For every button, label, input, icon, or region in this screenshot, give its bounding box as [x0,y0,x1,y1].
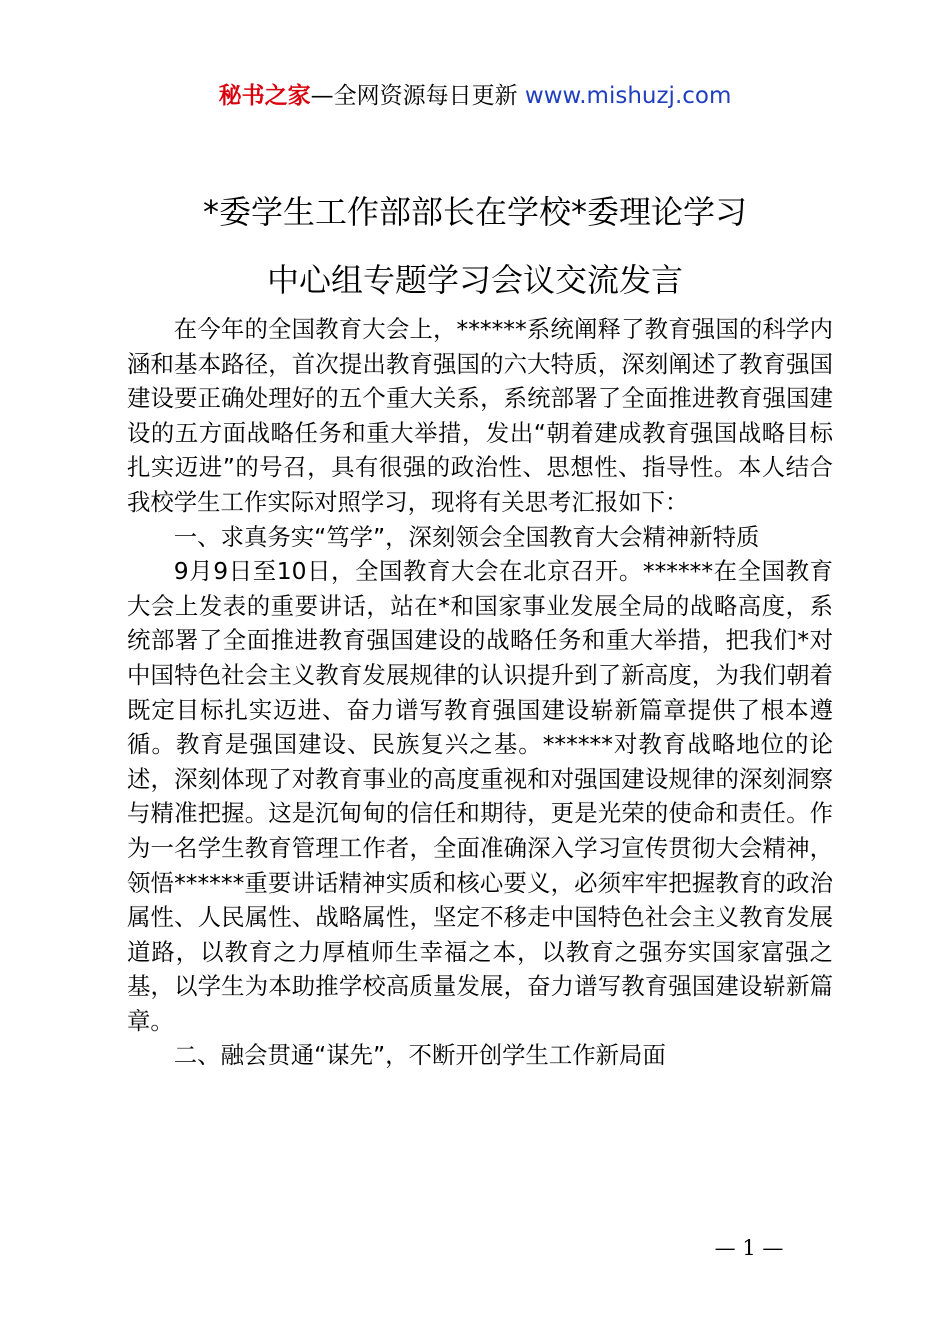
site-banner [0,80,950,112]
page-number: — 1 — [714,1236,784,1260]
section-heading-1: 一、求真务实“笃学”，深刻领会全国教育大会精神新特质 [173,522,760,551]
document-title-line-1: *委学生工作部部长在学校*委理论学习 [202,193,747,231]
document-title-line-2: 中心组专题学习会议交流发言 [266,261,683,299]
site-url-link[interactable]: www.mishuzj.com [524,83,732,109]
document-body [127,312,833,1073]
section-heading-2: 二、融会贯通“谋先”，不断开创学生工作新局面 [173,1041,666,1070]
brand-name: 秘书之家 [218,83,311,109]
paragraph-section-1: 9月9日至10日，全国教育大会在北京召开。******在全国教育大会上发表的重要讲话，站在*和国家事业发展全局的战略高度，系统部署了全面推进教育强国建设的战略任务和重大举措，把我们*对中国特色社会主义教育发展规律的认识提升到了新高度，为我们朝着既定目标扎实迈进、奋力谱写教育强国建设崭新篇章提供了根本遵循。教育是强国建设、民族复兴之基。******对教育战略地位的论述，深刻体现了对教育事业的高度重视和对强国建设规律的深刻洞察与精准把握。这是沉甸甸的信任和期待，更是光荣的使命和责任。作为一名学生教育管理工作者，全面准确深入学习宣传贯彻大会精神，领悟******重要讲话精神实质和核心要义，必须牢牢把握教育的政治属性、人民属性、战略属性，坚定不移走中国特色社会主义教育发展道路，以教育之力厚植师生幸福之本，以教育之强夯实国家富强之基，以学生为本助推学校高质量发展，奋力谱写教育强国建设崭新篇章。 [127,557,833,1035]
paragraph-intro: 在今年的全国教育大会上，******系统阐释了教育强国的科学内涵和基本路径，首次提出教育强国的六大特质，深刻阐述了教育强国建设要正确处理好的五个重大关系，系统部署了全面推进教育强国建设的五方面战略任务和重大举措，发出“朝着建成教育强国战略目标扎实迈进”的号召，具有很强的政治性、思想性、指导性。本人结合我校学生工作实际对照学习，现将有关思考汇报如下： [127,315,833,516]
brand-tagline: —全网资源每日更新 [310,83,518,109]
